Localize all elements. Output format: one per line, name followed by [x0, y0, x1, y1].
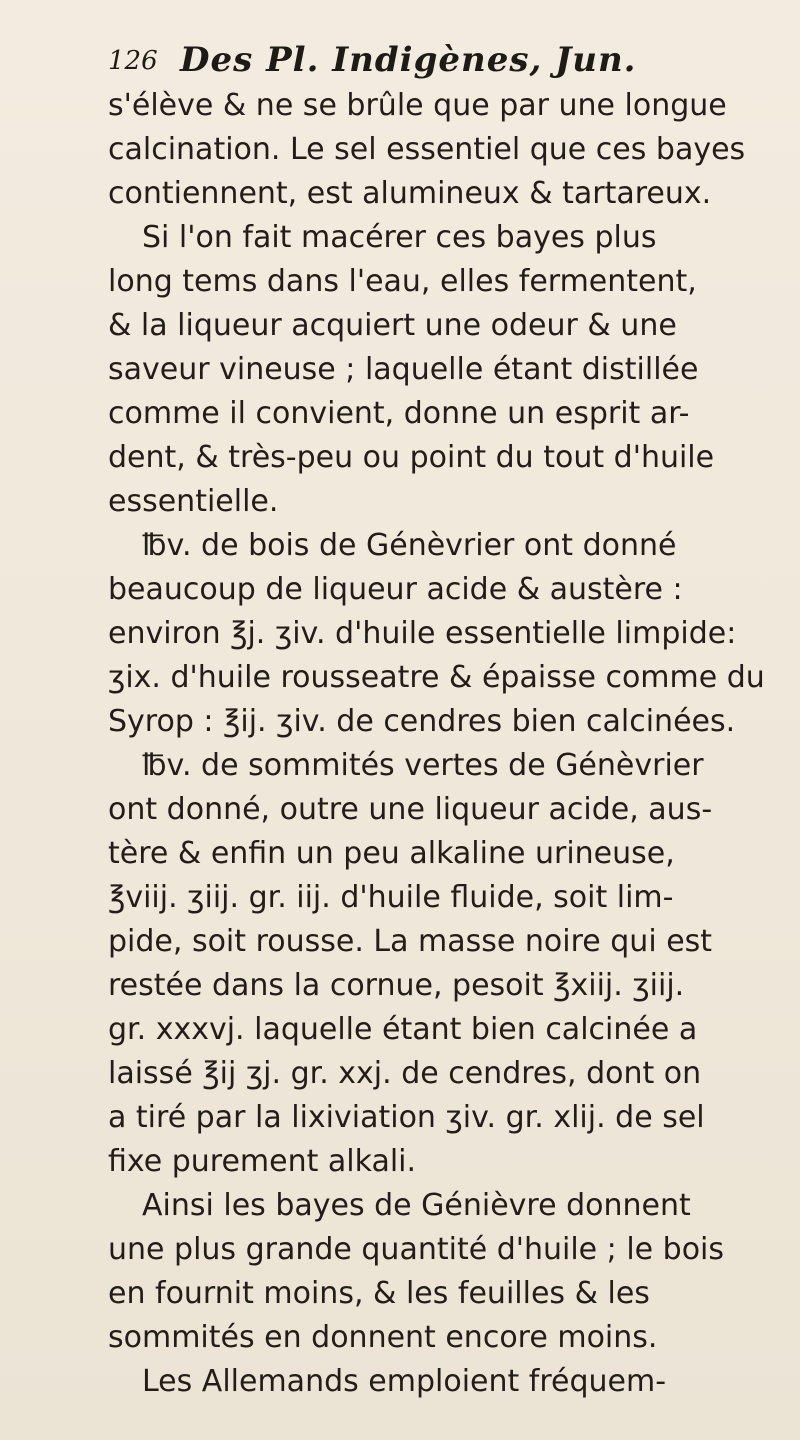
text-line: environ ℥j. ʒiv. d'huile essentielle limpide: [108, 616, 737, 651]
text-line: laissé ℥ij ʒj. gr. xxj. de cendres, dont on [108, 1056, 702, 1091]
text-line: contiennent, est alumineux & tartareux. [108, 176, 712, 211]
text-line: saveur vineuse ; laquelle étant distillée [108, 352, 699, 387]
paragraph-start-line: Ainsi les bayes de Génièvre donnent [142, 1188, 691, 1223]
text-line: dent, & très-peu ou point du tout d'huile [108, 440, 715, 475]
text-line: & la liqueur acquiert une odeur & une [108, 308, 677, 343]
page-number: 126 [108, 46, 158, 76]
paragraph-start-line: Les Allemands emploient fréquem- [142, 1364, 667, 1399]
text-line: Syrop : ℥ij. ʒiv. de cendres bien calcinées. [108, 704, 736, 739]
running-title: Des Pl. Indigènes, Jun. [180, 40, 637, 80]
text-line: tère & enfin un peu alkaline urineuse, [108, 836, 675, 871]
paragraph-start-line: ℔v. de bois de Génèvrier ont donné [142, 528, 677, 563]
text-line: pide, soit rousse. La masse noire qui est [108, 924, 713, 959]
text-line: sommités en donnent encore moins. [108, 1320, 658, 1355]
paragraph-start-line: ℔v. de sommités vertes de Génèvrier [142, 748, 704, 783]
text-line: a tiré par la lixiviation ʒiv. gr. xlij. de sel [108, 1100, 705, 1135]
page-body [108, 84, 768, 1404]
text-line: comme il convient, donne un esprit ar- [108, 396, 690, 431]
text-line: fixe purement alkali. [108, 1144, 417, 1179]
text-line: essentielle. [108, 484, 279, 519]
text-line: long tems dans l'eau, elles fermentent, [108, 264, 697, 299]
text-line: ℥viij. ʒiij. gr. iij. d'huile fluide, soit lim- [108, 880, 674, 915]
paragraph-start-line: Si l'on fait macérer ces bayes plus [142, 220, 657, 255]
text-line: ont donné, outre une liqueur acide, aus- [108, 792, 713, 827]
text-line: en fournit moins, & les feuilles & les [108, 1276, 650, 1311]
text-line: s'élève & ne se brûle que par une longue [108, 88, 727, 123]
text-line: une plus grande quantité d'huile ; le bois [108, 1232, 725, 1267]
text-line: calcination. Le sel essentiel que ces bayes [108, 132, 746, 167]
text-line: gr. xxxvj. laquelle étant bien calcinée a [108, 1012, 698, 1047]
text-line: beaucoup de liqueur acide & austère : [108, 572, 683, 607]
text-line: restée dans la cornue, pesoit ℥xiij. ʒiij. [108, 968, 685, 1003]
text-line: ʒix. d'huile rousseatre & épaisse comme du [108, 660, 765, 695]
page-header [108, 40, 748, 88]
